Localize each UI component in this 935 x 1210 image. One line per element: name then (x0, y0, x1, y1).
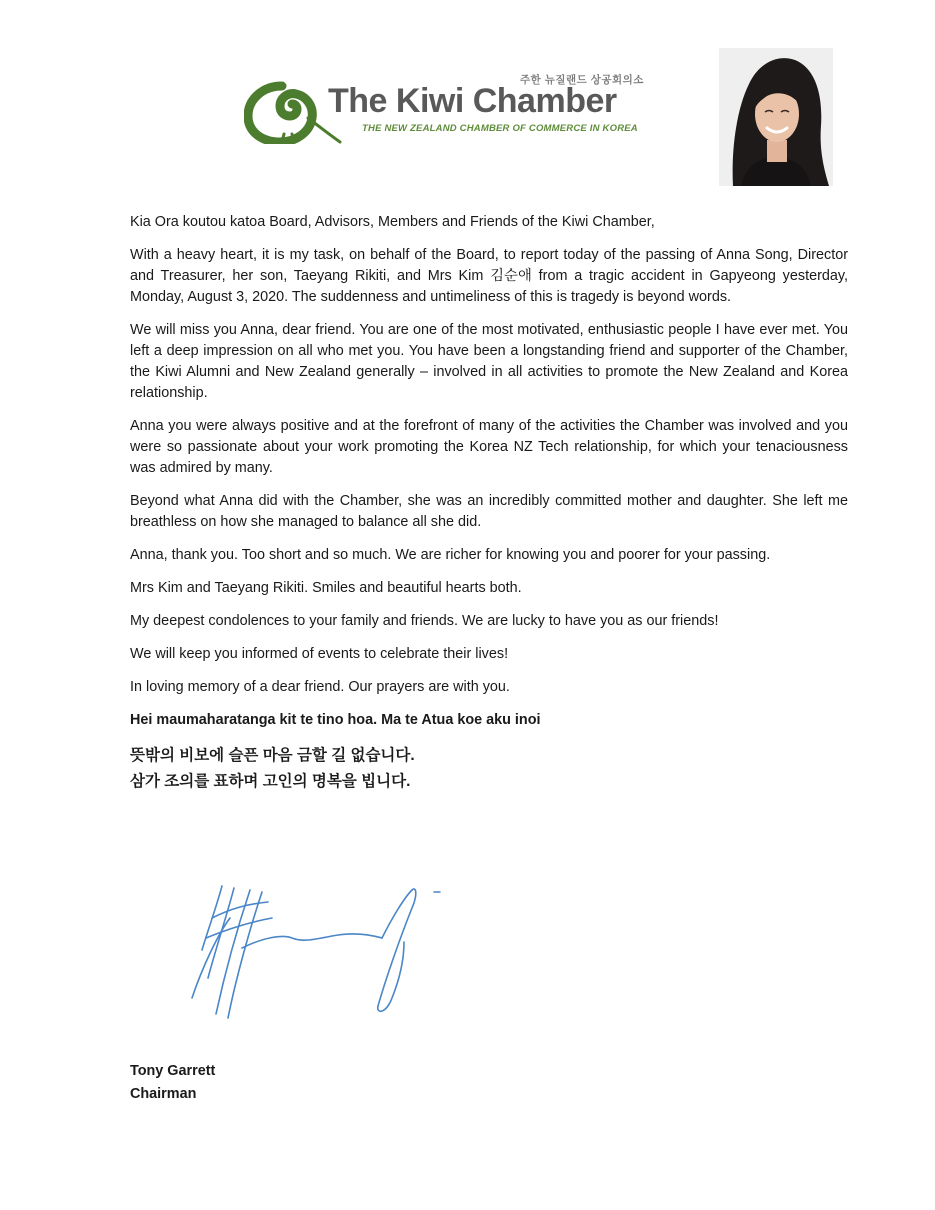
signer-title: Chairman (130, 1086, 197, 1102)
letter-paragraph: Mrs Kim and Taeyang Rikiti. Smiles and beautiful hearts both. (130, 580, 522, 596)
handwritten-signature (172, 878, 462, 1028)
letterhead-logo (244, 72, 654, 142)
letter-paragraph: Anna you were always positive and at the forefront of many of the activities the Chamber was involved and you were so passionate about your work promoting the Korea NZ Tech relationship, for which your tenaciousness was admired by many. (130, 418, 848, 476)
letter-paragraph: We will keep you informed of events to celebrate their lives! (130, 646, 509, 662)
signoff-block (130, 1060, 215, 1106)
maori-tribute-line: Hei maumaharatanga kit te tino hoa. Ma te Atua koe aku inoi (130, 712, 541, 728)
korean-condolence (130, 743, 848, 795)
letter-paragraph: With a heavy heart, it is my task, on behalf of the Board, to report today of the passing of Anna Song, Director and Treasurer, her son, Taeyang Rikiti, and Mrs Kim 김순애 from a tragic accident in Gapyeong yesterday, Monday, August 3, 2020. The suddenness and untimeliness of this is tragedy is beyond words. (130, 247, 848, 305)
letter-paragraph: My deepest condolences to your family and friends. We are lucky to have you as our friends! (130, 613, 719, 629)
signer-name: Tony Garrett (130, 1063, 216, 1079)
letterhead-korean-name: 주한 뉴질랜드 상공회의소 (520, 74, 644, 86)
letter-paragraph: Anna, thank you. Too short and so much. We are richer for knowing you and poorer for your passing. (130, 547, 771, 563)
letter-body (130, 212, 848, 795)
korean-condolence-line: 뜻밖의 비보에 슬픈 마음 금할 길 없습니다. (130, 747, 415, 764)
letterhead-subtitle: THE NEW ZEALAND CHAMBER OF COMMERCE IN KOREA (362, 123, 638, 134)
letter-paragraph: We will miss you Anna, dear friend. You are one of the most motivated, enthusiastic people I have ever met. You left a deep impression on all who met you. You have been a longstanding friend and supporter of the Chamber, the Kiwi Alumni and New Zealand generally – involved in all activities to promote the New Zealand and Korea relationship. (130, 322, 848, 401)
portrait-illustration (719, 48, 833, 186)
korean-condolence-line: 삼가 조의를 표하며 고인의 명복을 빕니다. (130, 773, 411, 790)
portrait-photo (719, 48, 833, 186)
letter-paragraph: In loving memory of a dear friend. Our prayers are with you. (130, 679, 510, 695)
letterhead-title: The Kiwi Chamber (328, 82, 617, 120)
letter-paragraph: Beyond what Anna did with the Chamber, she was an incredibly committed mother and daughter. She left me breathless on how she managed to balance all she did. (130, 493, 848, 530)
letter-greeting: Kia Ora koutou katoa Board, Advisors, Members and Friends of the Kiwi Chamber, (130, 214, 655, 230)
